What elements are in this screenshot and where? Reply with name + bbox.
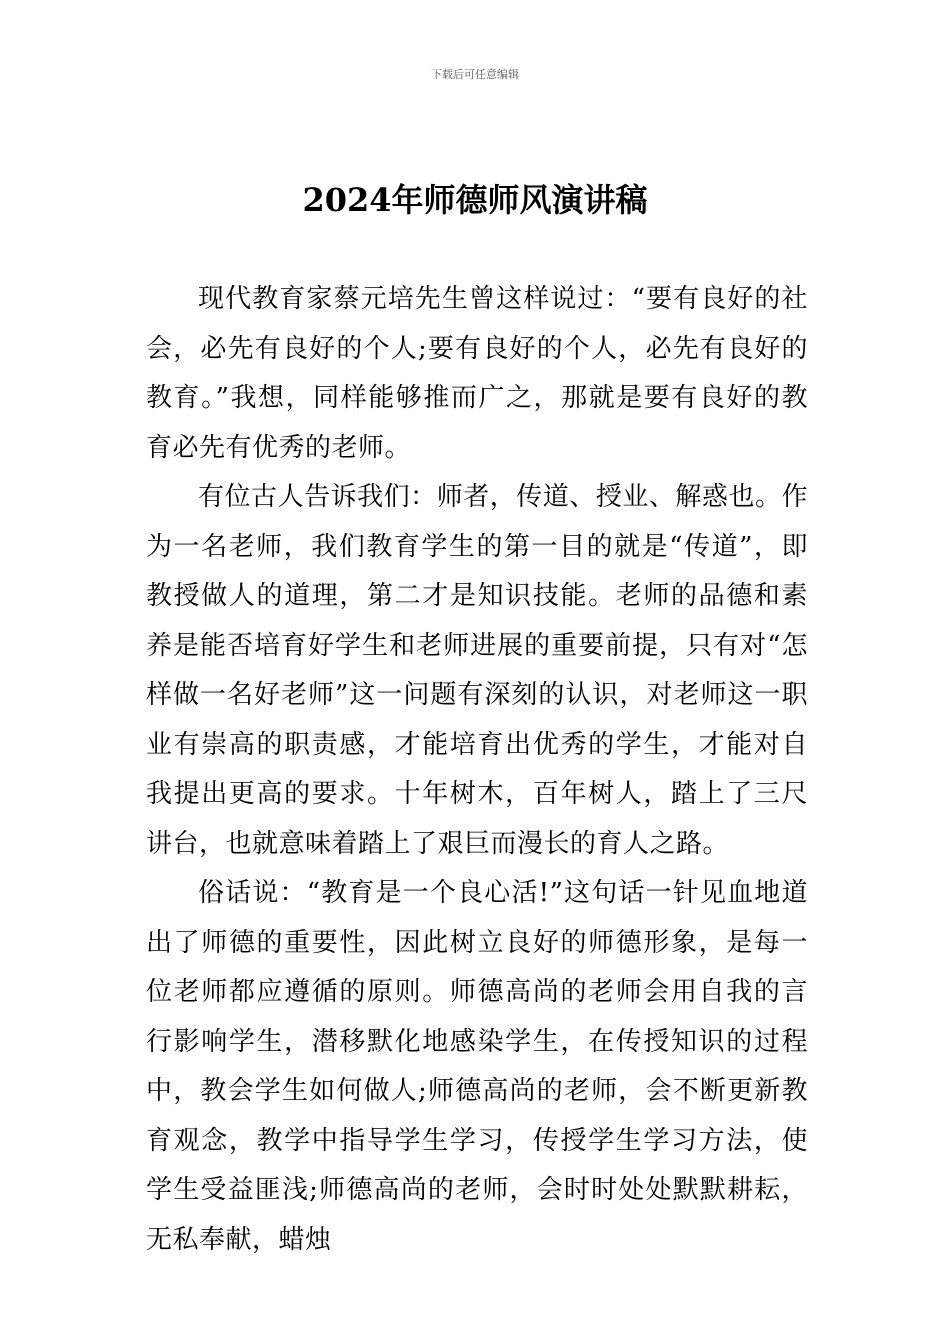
paragraph: 现代教育家蔡元培先生曾这样说过：“要有良好的社会，必先有良好的个人;要有良好的个人，必先有良好的教育。”我想，同样能够推而广之，那就是要有良好的教育必先有优秀的老师。 [146,284,808,463]
paragraph: 俗话说：“教育是一个良心活!”这句话一针见血地道出了师德的重要性，因此树立良好的师德形象，是每一位老师都应遵循的原则。师德高尚的老师会用自我的言行影响学生，潜移默化地感染学生，在传授知识的过程中，教会学生如何做人;师德高尚的老师，会不断更新教育观念，教学中指导学生学习，传授学生学习方法，使学生受益匪浅;师德高尚的老师，会时时处处默默耕耘，无私奉献，蜡烛 [146,878,808,1255]
header-note: 下载后可任意编辑 [431,68,519,81]
page-title: 2024年师德师风演讲稿 [302,181,648,219]
document-body [146,275,808,1265]
paragraph: 有位古人告诉我们：师者，传道、授业、解惑也。作为一名老师，我们教育学生的第一目的就是“传道”，即教授做人的道理，第二才是知识技能。老师的品德和素养是能否培育好学生和老师进展的重要前提，只有对“怎样做一名好老师”这一问题有深刻的认识，对老师这一职业有崇高的职责感，才能培育出优秀的学生，才能对自我提出更高的要求。十年树木，百年树人，踏上了三尺讲台，也就意味着踏上了艰巨而漫长的育人之路。 [146,482,808,859]
